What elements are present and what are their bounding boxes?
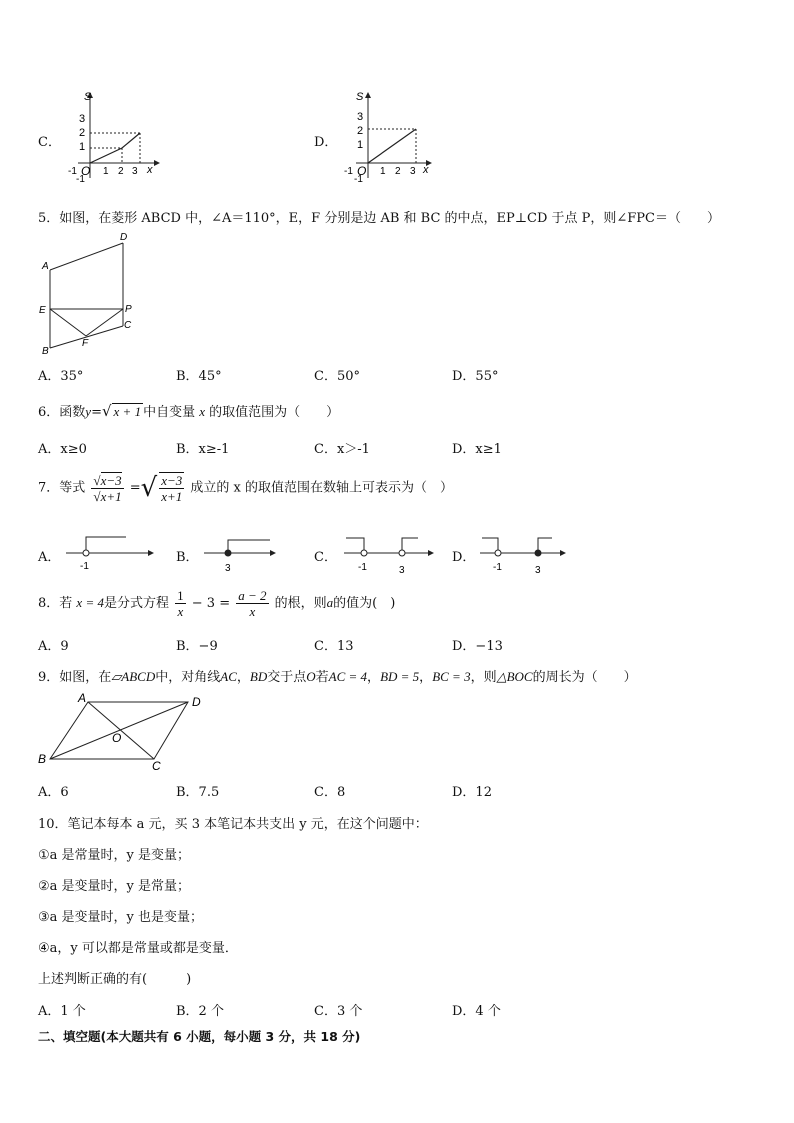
q10-item-4: ④a，y 可以都是常量或都是变量． xyxy=(38,941,238,956)
q8-text: 8．若 x = 4是分式方程 $\frac{1}{x}$ − 3 = $\frac{a - 2}{x}$ 的根，则a的值为( ) xyxy=(38,588,396,619)
q7-option-c-label: C． xyxy=(314,550,337,565)
svg-text:S: S xyxy=(356,91,364,103)
svg-text:S: S xyxy=(84,91,92,103)
q5-rhombus-figure xyxy=(36,228,146,358)
svg-text:B: B xyxy=(42,346,49,357)
q6-option-c: C．x＞-1 xyxy=(314,442,370,457)
q10-item-3: ③a 是变量时，y 也是变量； xyxy=(38,910,204,925)
svg-text:3: 3 xyxy=(225,563,231,574)
svg-text:2: 2 xyxy=(357,125,364,137)
q9-option-b: B．7.5 xyxy=(176,785,220,800)
q9-text: 9．如图，在▱ABCD中，对角线AC，BD交于点O若AC = 4，BD = 5，BC = 3，则△BOC的周长为（ ） xyxy=(38,669,637,685)
q4-option-c-label: C． xyxy=(38,135,61,150)
svg-text:O: O xyxy=(357,164,367,178)
q7-option-b-numberline xyxy=(200,532,278,574)
q7-option-c-numberline xyxy=(338,532,438,576)
q8-option-a: A．9 xyxy=(38,639,69,654)
svg-text:2: 2 xyxy=(118,166,124,177)
svg-text:3: 3 xyxy=(357,111,364,123)
q5-text: 5．如图，在菱形 ABCD 中，∠A＝110°，E，F 分别是边 AB 和 BC 的中点，EP⊥CD 于点 P，则∠FPC＝（ ） xyxy=(38,211,720,226)
q9-option-c: C．8 xyxy=(314,785,346,800)
q6-option-b: B．x≥-1 xyxy=(176,442,230,457)
svg-text:-1: -1 xyxy=(344,166,353,177)
q7-option-a-numberline xyxy=(62,532,156,574)
q7-option-d-numberline xyxy=(476,532,570,576)
section-2-heading: 二、填空题(本大题共有 6 小题，每小题 3 分，共 18 分) xyxy=(38,1029,361,1044)
svg-text:1: 1 xyxy=(79,141,86,153)
svg-text:-1: -1 xyxy=(80,561,89,572)
svg-text:-1: -1 xyxy=(76,174,85,184)
q7-option-a-label: A． xyxy=(38,550,61,565)
q10-option-c: C．3 个 xyxy=(314,1004,363,1019)
q4-option-d-label: D． xyxy=(314,135,338,150)
q9-option-a: A．6 xyxy=(38,785,69,800)
svg-text:A: A xyxy=(78,691,87,705)
q10-item-2: ②a 是变量时，y 是常量； xyxy=(38,879,191,894)
svg-text:D: D xyxy=(192,695,201,709)
q5-option-d: D．55° xyxy=(452,369,499,384)
svg-text:-1: -1 xyxy=(354,174,363,184)
q10-option-a: A．1 个 xyxy=(38,1004,86,1019)
svg-text:3: 3 xyxy=(79,113,86,125)
svg-text:3: 3 xyxy=(399,565,405,576)
svg-text:P: P xyxy=(125,304,132,315)
svg-text:x: x xyxy=(423,164,429,176)
q9-option-d: D．12 xyxy=(452,785,492,800)
svg-text:x: x xyxy=(147,164,153,176)
q6-text: 6．函数y=√ x + 1 中自变量 x 的取值范围为（ ） xyxy=(38,402,340,420)
svg-text:C: C xyxy=(152,759,161,772)
svg-text:1: 1 xyxy=(357,139,364,151)
q10-question: 上述判断正确的有( ) xyxy=(38,972,192,987)
q7-option-b-label: B． xyxy=(176,550,199,565)
q10-item-1: ①a 是常量时，y 是变量； xyxy=(38,848,191,863)
q4-option-c-graph xyxy=(62,88,162,184)
svg-text:O: O xyxy=(112,731,122,745)
svg-text:C: C xyxy=(124,320,132,331)
svg-text:1: 1 xyxy=(380,166,386,177)
svg-text:-1: -1 xyxy=(68,166,77,177)
q7-text: 7．等式 $\frac{√x-3}{√x+1}$ =√ $\frac{x-3}{x+1}$ 成立的 x 的取值范围在数轴上可表示为（ ） xyxy=(38,472,454,504)
svg-text:D: D xyxy=(120,232,128,243)
svg-text:F: F xyxy=(82,338,89,349)
q8-fraction-2: $\frac{a - 2}{x}$ xyxy=(238,588,267,619)
q7-rhs-fraction: $\frac{x-3}{x+1}$ xyxy=(161,473,183,504)
q5-option-a: A．35° xyxy=(38,369,84,384)
svg-text:2: 2 xyxy=(79,127,86,139)
svg-text:-1: -1 xyxy=(358,562,367,573)
svg-text:-1: -1 xyxy=(493,562,502,573)
q8-option-b: B．−9 xyxy=(176,639,218,654)
svg-text:B: B xyxy=(38,752,47,766)
q7-option-d-label: D． xyxy=(452,550,476,565)
q6-option-a: A．x≥0 xyxy=(38,442,87,457)
svg-text:A: A xyxy=(42,261,49,272)
q8-option-d: D．−13 xyxy=(452,639,503,654)
q10-text: 10．笔记本每本 a 元，买 3 本笔记本共支出 y 元，在这个问题中： xyxy=(38,817,428,832)
svg-text:3: 3 xyxy=(535,565,541,576)
q6-radicand: x + 1 xyxy=(113,404,142,419)
q10-option-b: B．2 个 xyxy=(176,1004,224,1019)
q6-option-d: D．x≥1 xyxy=(452,442,502,457)
svg-text:O: O xyxy=(81,164,91,178)
q4-option-d-graph xyxy=(340,88,440,184)
q8-fraction-1: $\frac{1}{x}$ xyxy=(177,588,184,619)
svg-text:E: E xyxy=(39,305,46,316)
svg-text:2: 2 xyxy=(395,166,401,177)
q8-option-c: C．13 xyxy=(314,639,354,654)
q5-option-c: C．50° xyxy=(314,369,360,384)
svg-text:1: 1 xyxy=(103,166,109,177)
svg-text:3: 3 xyxy=(132,166,138,177)
svg-text:3: 3 xyxy=(410,166,416,177)
q5-option-b: B．45° xyxy=(176,369,222,384)
q9-parallelogram-figure xyxy=(36,690,216,772)
q10-option-d: D．4 个 xyxy=(452,1004,501,1019)
q7-lhs-fraction: $\frac{√x-3}{√x+1}$ xyxy=(93,472,122,504)
